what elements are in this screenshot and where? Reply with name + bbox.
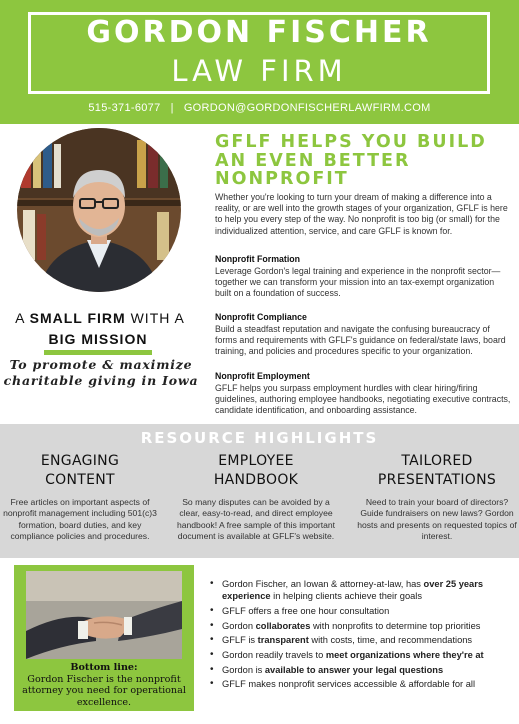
list-item: • Gordon is available to answer your legal questions [210,664,510,676]
bottom-line-box [14,565,194,711]
service-desc-formation: Leverage Gordon's legal training and experience in the nonprofit sector—together we can transform your mission into an tax-exempt organization built on a foundation of success. [215,265,501,298]
header-banner [0,0,519,124]
resource-title-line: HANDBOOK [213,472,299,488]
resource-desc: Free articles on important aspects of nonprofit management including 501(c)3 formation, board duties, and key compliance policies and procedures. [3,497,157,542]
benefits-list [210,578,510,693]
resource-highlights-title: RESOURCE HIGHLIGHTS [140,429,379,447]
promote-statement: To promote & maximize charitable giving in Iowa [3,357,199,388]
list-item: • GFLF makes nonprofit services accessible & affordable for all [210,678,510,690]
main-headline [215,133,515,189]
headline-line: GFLF HELPS YOU BUILD [215,132,487,152]
resource-title-line: TAILORED [401,453,473,469]
resource-title-line: ENGAGING [40,453,120,469]
firm-name-line1: GORDON FISCHER [86,15,432,50]
list-item: • Gordon Fischer, an Iowan & attorney-at-law, has over 25 years experience in helping clients achieve their goals [210,578,510,603]
tagline-with: WITH A [125,310,185,326]
contact-line [0,101,519,115]
headline-line: AN EVEN BETTER [215,150,411,171]
attorney-portrait [17,128,181,292]
resource-desc: So many disputes can be avoided by a clear, easy-to-read, and direct employee handbook! A free sample of this important document is available at GFLF's website. [176,497,336,542]
tagline-small-firm: SMALL FIRM [29,310,126,326]
bottom-line-statement: Gordon Fischer is the nonprofit attorney you need for operational excellence. [22,673,186,708]
firm-name-line2: LAW FIRM [171,54,347,88]
headline-line: NONPROFIT [215,169,349,189]
handshake-image [26,571,182,659]
list-item: • GFLF is transparent with costs, time, and recommendations [210,634,510,646]
resource-desc: Need to train your board of directors? Guide fundraisers on new laws? Gordon hosts and presents on requested topics of interest. [357,497,517,542]
bottom-line-text [18,662,190,708]
tagline-big-mission: BIG MISSION [44,330,152,355]
resource-title-line: EMPLOYEE [218,453,294,469]
service-title-compliance: Nonprofit Compliance [215,312,307,322]
resource-title-line: CONTENT [45,472,115,488]
list-item: • Gordon readily travels to meet organizations where they're at [210,649,510,661]
handshake-photo [26,571,182,659]
resource-item-content [0,452,160,543]
contact-separator: | [170,102,174,114]
service-title-employment: Nonprofit Employment [215,371,310,381]
bottom-line-label: Bottom line: [70,662,138,673]
list-item: • Gordon collaborates with nonprofits to determine top priorities [210,620,510,632]
resource-item-presentations [357,452,517,543]
resource-item-handbook [176,452,336,543]
service-desc-compliance: Build a steadfast reputation and navigate the confusing bureaucracy of forms and requirements with GFLF's guidance on federal/state laws, board training, and policies and procedures specific to your organization. [215,323,506,356]
intro-paragraph: Whether you're looking to turn your dream of making a difference into a reality, or are well into the growth stages of your organization, GFLF is here to help you every step of the way. No nonprofit is too big (or small) for the individualized attention, service, and care GFLF is known for. [215,192,508,236]
resource-title-line: PRESENTATIONS [377,472,497,488]
phone-number[interactable]: 515-371-6077 [88,102,161,114]
service-title-formation: Nonprofit Formation [215,254,301,264]
firm-name-box [28,12,490,94]
service-desc-employment: GFLF helps you surpass employment hurdles with clear hiring/firing guidelines, authoring employee handbooks, negotiating executive contracts, candidate identification, and onboarding assistance. [215,382,511,415]
tagline-a: A [15,310,30,326]
list-item: • GFLF offers a free one hour consultation [210,605,510,617]
email-link[interactable]: GORDON@GORDONFISCHERLAWFIRM.COM [183,102,431,114]
portrait-image [17,128,181,292]
resource-highlights-band [0,424,519,558]
tagline [0,309,200,327]
